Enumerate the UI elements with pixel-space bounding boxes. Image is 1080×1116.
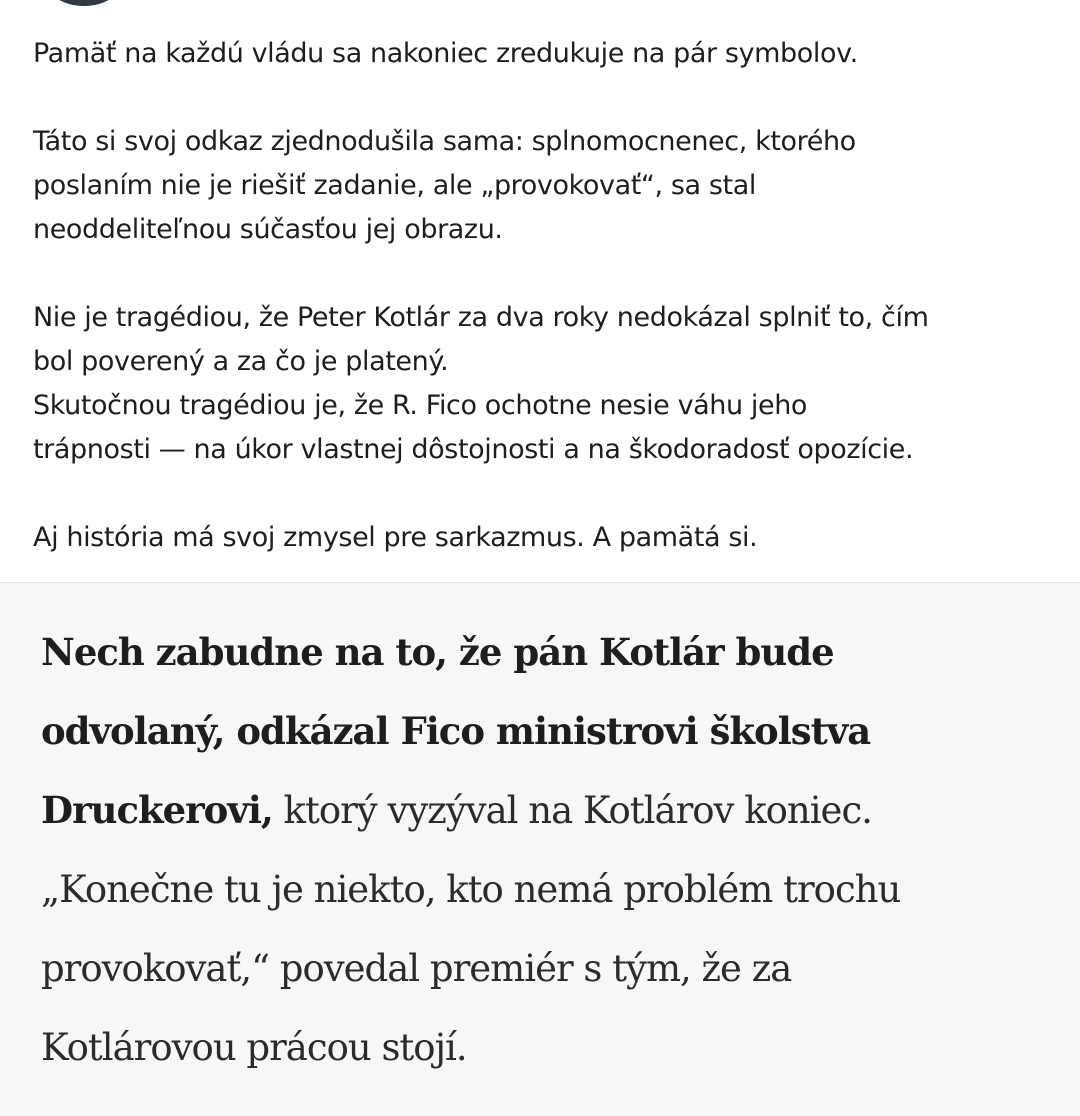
quote-line-3: [41, 771, 1071, 850]
post-line: Pamäť na každú vládu sa nakoniec zredukuje na pár symbolov.: [33, 38, 858, 69]
quoted-article-screenshot[interactable]: [0, 583, 1080, 1116]
post-line: Skutočnou tragédiou je, že R. Fico ochotne nesie váhu jeho: [33, 390, 808, 421]
post-line: trápnosti — na úkor vlastnej dôstojnosti a na škodoradosť opozície.: [33, 434, 914, 465]
post-paragraph-3: [33, 296, 1063, 472]
post-text: [33, 32, 1063, 560]
post-line: Nie je tragédiou, že Peter Kotlár za dva roky nedokázal splniť to, čím: [33, 302, 929, 333]
quoted-article-text: [41, 613, 1071, 1087]
post-line: Aj história má svoj zmysel pre sarkazmus. A pamätá si.: [33, 522, 758, 553]
quote-line-4: „Konečne tu je niekto, kto nemá problém trochu: [41, 868, 901, 911]
quote-line-5: provokovať,“ povedal premiér s tým, že za: [41, 947, 792, 990]
quote-bold-name: Druckerovi,: [41, 788, 273, 832]
quote-line-2: odvolaný, odkázal Fico ministrovi školstva: [41, 709, 871, 753]
post-line: neoddeliteľnou súčasťou jej obrazu.: [33, 214, 503, 245]
post-line: Táto si svoj odkaz zjednodušila sama: splnomocnenec, ktorého: [33, 126, 856, 157]
quote-line-3-rest: ktorý vyzýval na Kotlárov koniec.: [272, 789, 872, 832]
post-line: poslaním nie je riešiť zadanie, ale „provokovať“, sa stal: [33, 170, 756, 201]
post-paragraph-1: [33, 32, 1063, 76]
avatar[interactable]: [46, 0, 122, 6]
post-paragraph-2: [33, 120, 1063, 252]
quote-line-6: Kotlárovou prácou stojí.: [41, 1026, 467, 1069]
post-line: bol poverený a za čo je platený.: [33, 346, 449, 377]
post-paragraph-4: [33, 516, 1063, 560]
quote-line-1: Nech zabudne na to, že pán Kotlár bude: [41, 630, 834, 674]
